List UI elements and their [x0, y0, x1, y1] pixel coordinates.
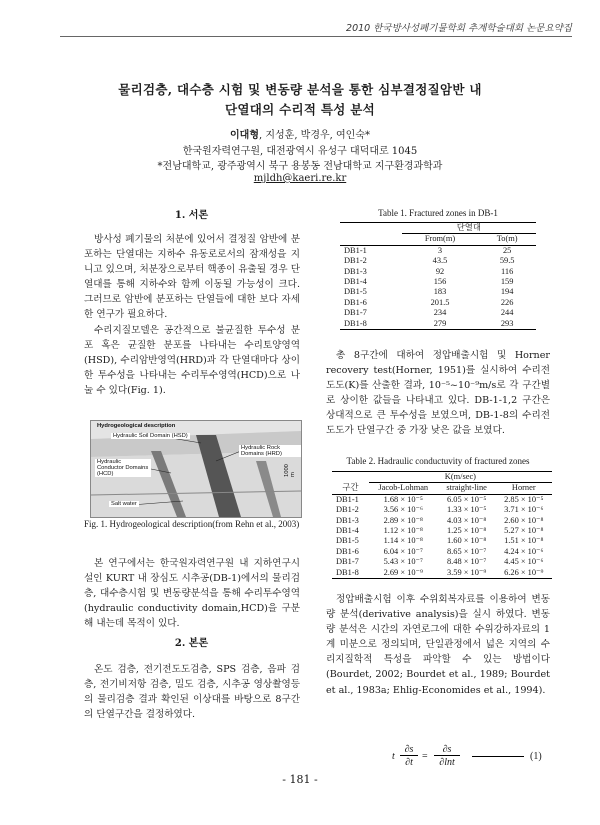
figure-title-label: Hydrogeological description	[97, 423, 176, 429]
objective-paragraph: 본 연구에서는 한국원자력연구원 내 지하연구시설인 KURT 내 장심도 시추공(DB-1)에서의 물리검층, 대수층시험 및 변동량분석을 통해 수리투수영역(hydraulic conductivity domain,HCD)을 구분해 내는데 목적이 있다.	[84, 558, 300, 630]
eq-lhs-num: ∂s	[400, 744, 418, 756]
lead-author: 이대형	[230, 130, 259, 141]
table2-row	[332, 526, 552, 536]
table1-col-from: From(m)	[424, 234, 456, 244]
table2-cell: DB1-5	[336, 536, 359, 546]
main-text	[84, 662, 300, 722]
table1-row	[340, 256, 536, 266]
table2-cell: 1.12 × 10⁻⁸	[383, 526, 423, 536]
figure-label-depth: 1000 m	[284, 464, 296, 477]
figure-label-salt-water: Salt water	[111, 501, 137, 507]
table1-cell: DB1-7	[344, 308, 367, 318]
table2-cell: 1.33 × 10⁻⁵	[446, 505, 487, 515]
table1-cell: 226	[500, 297, 514, 307]
table1-cell: DB1-6	[344, 297, 367, 307]
table1-group-header: 단열대	[402, 223, 536, 234]
table1-cell: 43.5	[432, 256, 448, 266]
table1-cell: DB1-3	[344, 266, 367, 276]
table2-row	[332, 536, 552, 546]
table2-cell: 6.04 × 10⁻⁷	[383, 546, 423, 556]
eq-t: t	[392, 751, 395, 762]
eq-rhs-num: ∂s	[434, 744, 460, 756]
table2-cell: 2.69 × 10⁻⁹	[383, 567, 423, 577]
paper-title-line1: 물리검층, 대수층 시험 및 변동량 분석을 통한 심부결정질암반 내	[118, 82, 482, 97]
table1-cell: DB1-5	[344, 287, 367, 297]
table1-grid	[340, 222, 536, 330]
table2-cell: 2.60 × 10⁻⁸	[504, 515, 544, 525]
section-heading-main: 2. 본론	[174, 638, 209, 649]
table2-row	[332, 568, 552, 579]
table2-cell: 4.45 × 10⁻⁶	[504, 557, 544, 567]
equation-1	[392, 744, 552, 772]
table2-cell: 1.51 × 10⁻⁸	[504, 536, 544, 546]
table2-row	[332, 494, 552, 505]
table1-caption: Table 1. Fractured zones in DB-1	[378, 208, 498, 218]
hydrogeological-figure	[90, 420, 302, 518]
main-paragraph-1: 온도 검층, 전기전도도검층, SPS 검층, 음파 검층, 전기비저항 검층, 밀도 검층, 시추공 영상촬영등의 물리검층 결과 확인된 이상대를 바탕으로 8구간의 단열구간을 결정하였다.	[84, 664, 300, 721]
table2-cell: DB1-8	[336, 567, 359, 577]
table1-cell: 156	[433, 277, 447, 287]
derivative-paragraph: 정압배출시험 이후 수위회복자료를 이용하여 변동량 분석(derivative analysis)을 실시 하였다. 변동량 분석은 시간의 자연로그에 대한 수위강하자료의 1계 미분으로 정의되며, 단일관정에서 넓은 지역의 수리지질학적 특성을 파악할 수 있는 방법이다(Bourdet, 2002; Bourdet et al., 1989; Bourdet et al., 1983a; Ehlig-Economides et al., 1994).	[326, 594, 550, 696]
results-text	[326, 348, 550, 439]
table1-row	[340, 245, 536, 256]
table2-cell: DB1-1	[336, 494, 359, 504]
intro-text	[84, 232, 300, 398]
table1-row	[340, 308, 536, 318]
figure-label-hcd: Hydraulic Conductor Domains (HCD)	[95, 459, 151, 477]
table2-corner	[332, 472, 369, 483]
table2-caption: Table 2. Hadraulic conductuvity of fractured zones	[346, 456, 530, 466]
table2-cell: 5.43 × 10⁻⁷	[383, 557, 423, 567]
table2-cell: 1.25 × 10⁻⁸	[446, 526, 487, 536]
table2-cell: 2.89 × 10⁻⁸	[383, 515, 423, 525]
table2-cell: 1.68 × 10⁻⁵	[383, 494, 423, 504]
table1-cell: 59.5	[499, 256, 515, 266]
table1-cell: 201.5	[430, 297, 450, 307]
table2-cell: 3.71 × 10⁻⁶	[504, 505, 544, 515]
table1-cell: 3	[437, 245, 443, 255]
table2-cell: DB1-3	[336, 515, 359, 525]
paper-title-line2: 단열대의 수리적 특성 분석	[224, 102, 376, 117]
table2	[332, 471, 552, 579]
table2-col-horner: Horner	[511, 483, 536, 493]
table1-cell: 25	[502, 245, 512, 255]
running-header: 2010 한국방사성폐기물학회 추계학술대회 논문요약집	[346, 23, 572, 34]
header-rule	[60, 36, 572, 37]
table2-grid	[332, 471, 552, 579]
table2-cell: 4.24 × 10⁻⁶	[504, 546, 544, 556]
table1-cell: 293	[500, 318, 514, 328]
table2-cell: 8.48 × 10⁻⁷	[446, 557, 487, 567]
table2-cell: 3.59 × 10⁻⁹	[446, 567, 487, 577]
section-heading-intro: 1. 서론	[174, 210, 209, 221]
table1-corner	[340, 223, 402, 234]
table1-cell: DB1-1	[344, 245, 367, 255]
eq-number: (1)	[530, 751, 542, 762]
affiliation-2: *전남대학교, 광주광역시 북구 용봉동 전남대학교 지구환경과학과	[157, 161, 443, 172]
table1-cell: 279	[433, 318, 447, 328]
table1	[340, 222, 536, 330]
table2-cell: 8.65 × 10⁻⁷	[446, 546, 487, 556]
table2-row	[332, 547, 552, 557]
eq-equals: =	[422, 751, 428, 762]
table1-row	[340, 319, 536, 330]
table2-cell: 1.60 × 10⁻⁸	[446, 536, 487, 546]
table2-col-zone: 구간	[342, 483, 359, 493]
table1-row	[340, 277, 536, 287]
table1-cell: 183	[433, 287, 447, 297]
page-number: - 181 -	[282, 773, 318, 786]
table2-cell: DB1-6	[336, 546, 359, 556]
intro-paragraph-1: 방사성 폐기물의 처분에 있어서 결정질 암반에 분포하는 단열대는 지하수 유동로로서의 잠재성을 지니고 있으며, 처분장으로부터 핵종이 유출될 경우 단열대를 통해 지하수와 함께 이동될 가능성이 크다. 그러므로 암반에 분포하는 단열들에 대한 보다 자세한 연구가 필요하다.	[84, 234, 300, 321]
authors	[0, 126, 600, 141]
eq-lhs-den: ∂t	[405, 757, 413, 768]
table2-row	[332, 505, 552, 515]
intro-paragraph-2: 수리지질모델은 공간적으로 불균질한 투수성 분포 혹은 균질한 분포를 나타내는 수리토양영역(HSD), 수리암반영역(HRD)과 각 단열대마다 상이한 투수성을 나타내는 수리투수영역(HCD)으로 나눌 수 있다(Fig. 1).	[84, 324, 300, 396]
co-authors: , 지성훈, 박경우, 여인숙*	[258, 130, 370, 141]
eq-rhs-den: ∂lnt	[439, 757, 455, 768]
table2-cell: DB1-4	[336, 526, 359, 536]
table1-cell: 92	[435, 266, 445, 276]
table2-group-header: K(m/sec)	[369, 472, 552, 483]
table2-cell: 6.05 × 10⁻⁵	[446, 494, 487, 504]
figure-label-hsd: Hydraulic Soil Domain (HSD)	[113, 433, 188, 439]
table1-cell: DB1-8	[344, 318, 367, 328]
table2-cell: 4.03 × 10⁻⁸	[446, 515, 487, 525]
table2-row	[332, 557, 552, 567]
table1-col-to: To(m)	[496, 234, 518, 244]
table1-cell: 194	[500, 287, 514, 297]
table2-cell: DB1-2	[336, 505, 359, 515]
figure-caption: Fig. 1. Hydrogeological description(from Rehn et al., 2003)	[84, 519, 300, 529]
table2-cell: 2.85 × 10⁻⁵	[504, 494, 544, 504]
objective-text	[84, 556, 300, 631]
table1-cell: DB1-2	[344, 256, 367, 266]
affiliation-1: 한국원자력연구원, 대전광역시 유성구 대덕대로 1045	[182, 146, 418, 157]
table1-cell: 244	[500, 308, 514, 318]
eq-leader-line	[472, 756, 524, 757]
table2-col-jacob-lohman: Jacob-Lohman	[378, 483, 429, 493]
derivative-text	[326, 592, 550, 698]
table2-cell: 5.27 × 10⁻⁸	[504, 526, 544, 536]
table2-cell: 1.14 × 10⁻⁸	[383, 536, 423, 546]
table2-cell: DB1-7	[336, 557, 359, 567]
table2-row	[332, 516, 552, 526]
table2-cell: 6.26 × 10⁻⁹	[504, 567, 544, 577]
table2-cell: 3.56 × 10⁻⁶	[383, 505, 423, 515]
results-paragraph: 총 8구간에 대하여 정압배출시험 및 Horner recovery test(Horner, 1951)를 실시하여 수리전도도(K)를 산출한 결과, 10⁻⁵~10⁻⁹m/s로 각 구간별로 상이한 값들을 나타내고 있다. DB-1-1,2 구간은 상대적으로 큰 투수성을 보였으며, DB-1-8의 수리전도도가 단열구간 중 가장 낮은 값을 보였다.	[326, 350, 550, 437]
table1-row	[340, 287, 536, 297]
table1-row	[340, 298, 536, 308]
table1-cell: DB1-4	[344, 277, 367, 287]
figure-label-hrd: Hydraulic Rock Domains (HRD)	[239, 445, 301, 457]
table1-cell: 159	[500, 277, 514, 287]
author-email[interactable]: mjldh@kaeri.re.kr	[253, 173, 347, 184]
table1-row	[340, 267, 536, 277]
table1-zone-col	[340, 234, 402, 245]
table1-cell: 116	[501, 266, 514, 276]
table2-col-straight-line: straight-line	[446, 483, 487, 493]
table1-cell: 234	[433, 308, 447, 318]
